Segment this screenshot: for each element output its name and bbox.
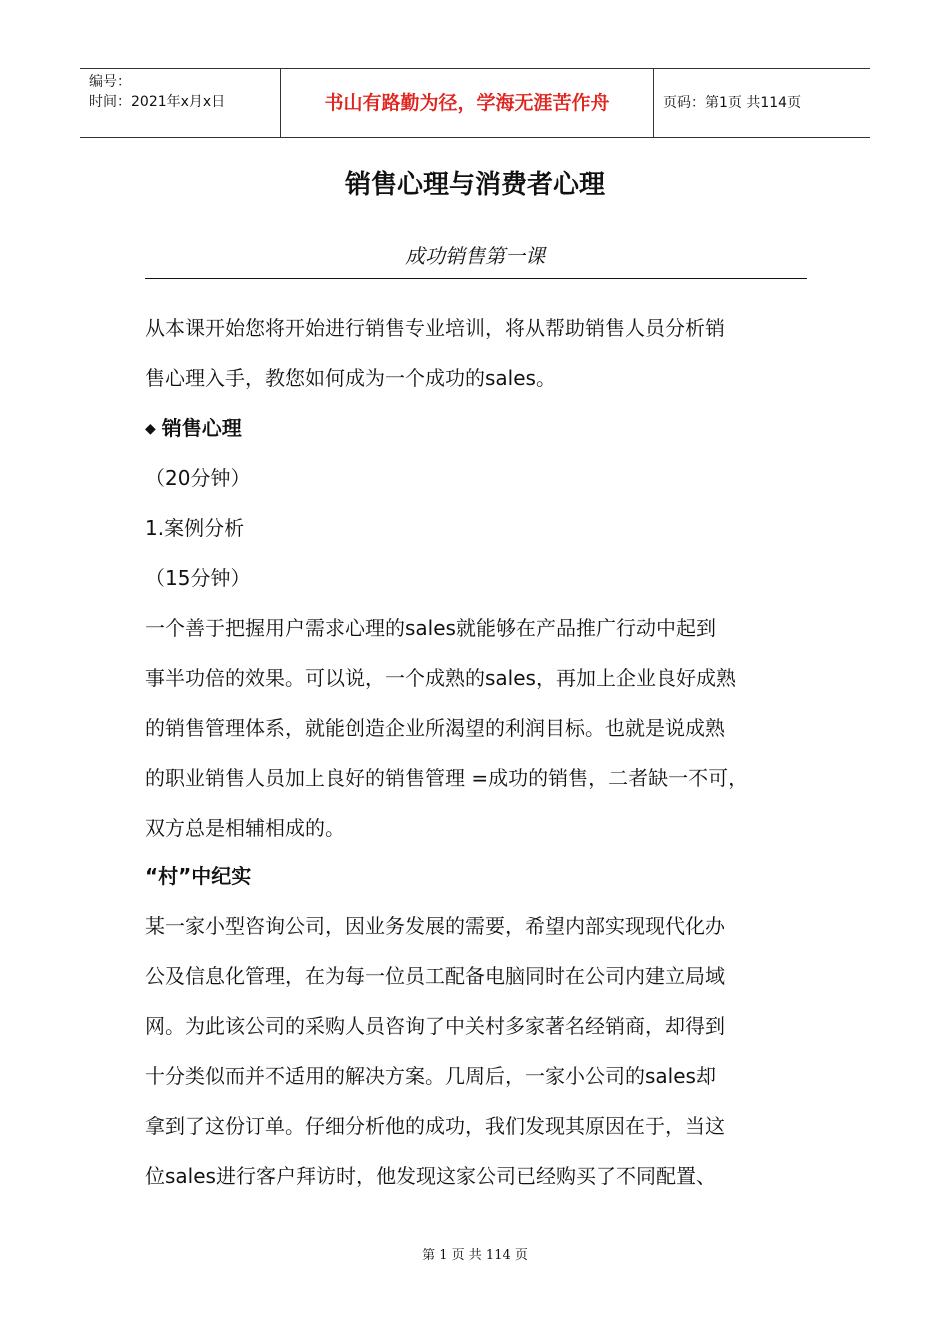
section-heading <box>145 414 242 443</box>
para2-line-2: 事半功倍的效果。可以说，一个成熟的sales，再加上企业良好成熟 <box>145 666 736 690</box>
header-page-cell <box>654 69 870 137</box>
title-divider <box>145 278 807 279</box>
section-heading-text: 销售心理 <box>161 416 242 440</box>
doc-number-label: 编号： <box>89 74 131 90</box>
motto-text: 书山有路勤为径，学海无涯苦作舟 <box>324 92 610 114</box>
para3-line-5: 拿到了这份订单。仔细分析他的成功，我们发现其原因在于，当这 <box>145 1114 725 1138</box>
para2-line-4: 的职业销售人员加上良好的销售管理 =成功的销售，二者缺一不可， <box>145 766 749 790</box>
header-meta-cell <box>80 69 281 137</box>
page-subtitle: 成功销售第一课 <box>405 244 545 268</box>
para3-line-1: 某一家小型咨询公司，因业务发展的需要，希望内部实现现代化办 <box>145 914 725 938</box>
diamond-bullet-icon: ◆ <box>145 421 156 437</box>
para3-line-3: 网。为此该公司的采购人员咨询了中关村多家著名经销商，却得到 <box>145 1014 725 1038</box>
duration-2: （15分钟） <box>145 566 251 590</box>
para3-line-2: 公及信息化管理，在为每一位员工配备电脑同时在公司内建立局域 <box>145 964 725 988</box>
para2-line-3: 的销售管理体系，就能创造企业所渴望的利润目标。也就是说成熟 <box>145 716 725 740</box>
page-info: 页码：第1页 共114页 <box>663 95 802 111</box>
story-heading: “村”中纪实 <box>145 864 252 888</box>
intro-line-2: 售心理入手，教您如何成为一个成功的sales。 <box>145 366 556 390</box>
para2-line-5: 双方总是相辅相成的。 <box>145 816 345 840</box>
duration-1: （20分钟） <box>145 466 251 490</box>
intro-line-1: 从本课开始您将开始进行销售专业培训，将从帮助销售人员分析销 <box>145 316 725 340</box>
para3-line-4: 十分类似而并不适用的解决方案。几周后，一家小公司的sales却 <box>145 1064 716 1088</box>
page-footer: 第 1 页 共 114 页 <box>422 1248 528 1263</box>
header-motto-cell <box>281 69 654 137</box>
para2-line-1: 一个善于把握用户需求心理的sales就能够在产品推广行动中起到 <box>145 616 716 640</box>
header-table <box>80 68 870 138</box>
case-heading: 1.案例分析 <box>145 516 245 540</box>
doc-date: 时间：2021年x月x日 <box>89 94 226 110</box>
page-title: 销售心理与消费者心理 <box>344 170 605 200</box>
para3-line-6: 位sales进行客户拜访时，他发现这家公司已经购买了不同配置、 <box>145 1164 716 1188</box>
